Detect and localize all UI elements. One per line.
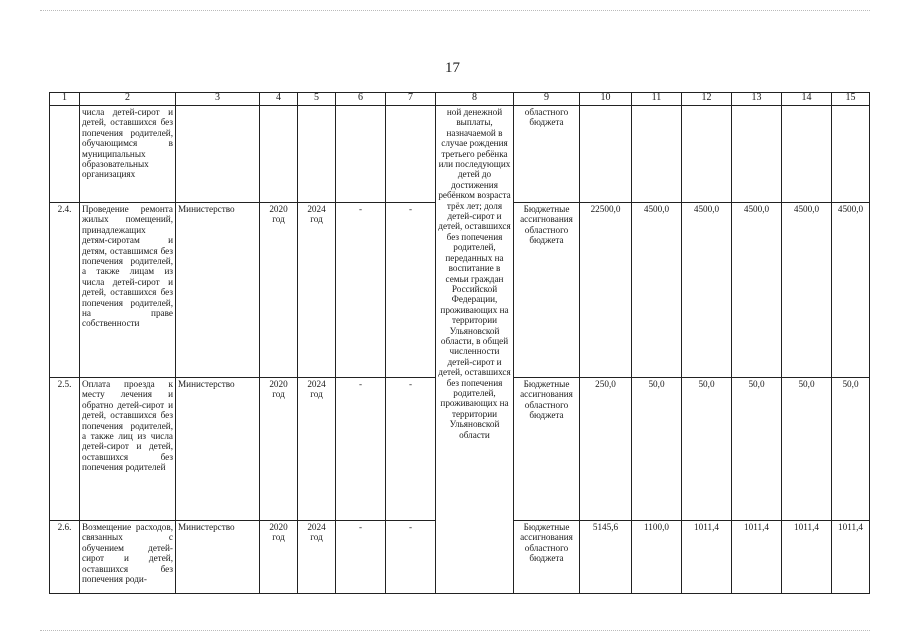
row-2023 <box>782 106 832 203</box>
header-row <box>50 93 870 106</box>
row-2022: 4500,0 <box>732 203 782 378</box>
header-cell: 3 <box>176 93 260 106</box>
header-cell: 11 <box>632 93 682 106</box>
row-2021 <box>682 106 732 203</box>
header-cell: 9 <box>514 93 580 106</box>
row-2024 <box>832 106 870 203</box>
row-start-year: 2020 год <box>260 378 298 521</box>
row-total: 250,0 <box>580 378 632 521</box>
header-cell: 1 <box>50 93 80 106</box>
row-executor <box>176 106 260 203</box>
row-col6 <box>336 106 386 203</box>
row-end-year: 2024 год <box>298 378 336 521</box>
row-col7: - <box>386 203 436 378</box>
row-2024: 4500,0 <box>832 203 870 378</box>
row-description: Возмещение расходов, связанных с обучением детей-сирот и детей, оставшихся без попечения роди- <box>80 521 176 594</box>
row-start-year: 2020 год <box>260 521 298 594</box>
row-source: областного бюджета <box>514 106 580 203</box>
row-2021: 4500,0 <box>682 203 732 378</box>
row-2024: 1011,4 <box>832 521 870 594</box>
row-2023: 50,0 <box>782 378 832 521</box>
row-source: Бюджетные ассигнования областного бюджета <box>514 521 580 594</box>
scan-artifact-top <box>40 10 870 11</box>
row-total <box>580 106 632 203</box>
row-executor: Министерство <box>176 203 260 378</box>
row-start-year: 2020 год <box>260 203 298 378</box>
header-cell: 14 <box>782 93 832 106</box>
row-2022: 50,0 <box>732 378 782 521</box>
header-cell: 10 <box>580 93 632 106</box>
row-number <box>50 106 80 203</box>
row-description: Проведение ремонта жилых помещений, принадлежащих детям-сиротам и детям, оставшимся без попечения родителей, а также лицам из числа детей-сирот и детей, оставшихся без попечения родителей, на праве собственности <box>80 203 176 378</box>
row-2020: 50,0 <box>632 378 682 521</box>
indicator-cell: ной денежной выплаты, назначаемой в случае рождения третьего ребёнка или последующих детей до достижения ребёнком возраста трёх лет; доля детей-сирот и детей, оставшихся без попечения родителей, переданных на воспитание в семьи граждан Российской Федерации, проживающих на территории Ульяновской области, в общей численности детей-сирот и детей, оставшихся без попечения родителей, проживающих на территории Ульяновской области <box>436 106 514 594</box>
row-number: 2.5. <box>50 378 80 521</box>
page-number: 17 <box>445 60 460 76</box>
scan-artifact-bottom <box>40 630 870 631</box>
row-col7 <box>386 106 436 203</box>
row-start-year <box>260 106 298 203</box>
header-cell: 13 <box>732 93 782 106</box>
row-col7: - <box>386 378 436 521</box>
row-2020 <box>632 106 682 203</box>
row-2020: 4500,0 <box>632 203 682 378</box>
row-col6: - <box>336 378 386 521</box>
row-2022: 1011,4 <box>732 521 782 594</box>
row-col6: - <box>336 203 386 378</box>
row-2021: 50,0 <box>682 378 732 521</box>
header-cell: 7 <box>386 93 436 106</box>
header-cell: 8 <box>436 93 514 106</box>
row-2021: 1011,4 <box>682 521 732 594</box>
row-number: 2.6. <box>50 521 80 594</box>
header-cell: 15 <box>832 93 870 106</box>
budget-table <box>49 92 870 594</box>
row-total: 22500,0 <box>580 203 632 378</box>
row-end-year <box>298 106 336 203</box>
row-end-year: 2024 год <box>298 521 336 594</box>
header-cell: 5 <box>298 93 336 106</box>
row-2020: 1100,0 <box>632 521 682 594</box>
row-source: Бюджетные ассигнования областного бюджета <box>514 378 580 521</box>
row-description: числа детей-сирот и детей, оставшихся без попечения родителей, обучающимся в муниципальных образовательных организациях <box>80 106 176 203</box>
header-cell: 12 <box>682 93 732 106</box>
row-executor: Министерство <box>176 521 260 594</box>
row-2023: 4500,0 <box>782 203 832 378</box>
row-col6: - <box>336 521 386 594</box>
row-2023: 1011,4 <box>782 521 832 594</box>
row-description: Оплата проезда к месту лечения и обратно детей-сирот и детей, оставшихся без попечения родителей, а также лиц из числа детей-сирот и детей, оставшихся без попечения родителей <box>80 378 176 521</box>
row-number: 2.4. <box>50 203 80 378</box>
row-col7: - <box>386 521 436 594</box>
row-source: Бюджетные ассигнования областного бюджета <box>514 203 580 378</box>
row-executor: Министерство <box>176 378 260 521</box>
header-cell: 4 <box>260 93 298 106</box>
table-row <box>50 106 870 203</box>
row-total: 5145,6 <box>580 521 632 594</box>
row-end-year: 2024 год <box>298 203 336 378</box>
row-2022 <box>732 106 782 203</box>
header-cell: 6 <box>336 93 386 106</box>
row-2024: 50,0 <box>832 378 870 521</box>
header-cell: 2 <box>80 93 176 106</box>
